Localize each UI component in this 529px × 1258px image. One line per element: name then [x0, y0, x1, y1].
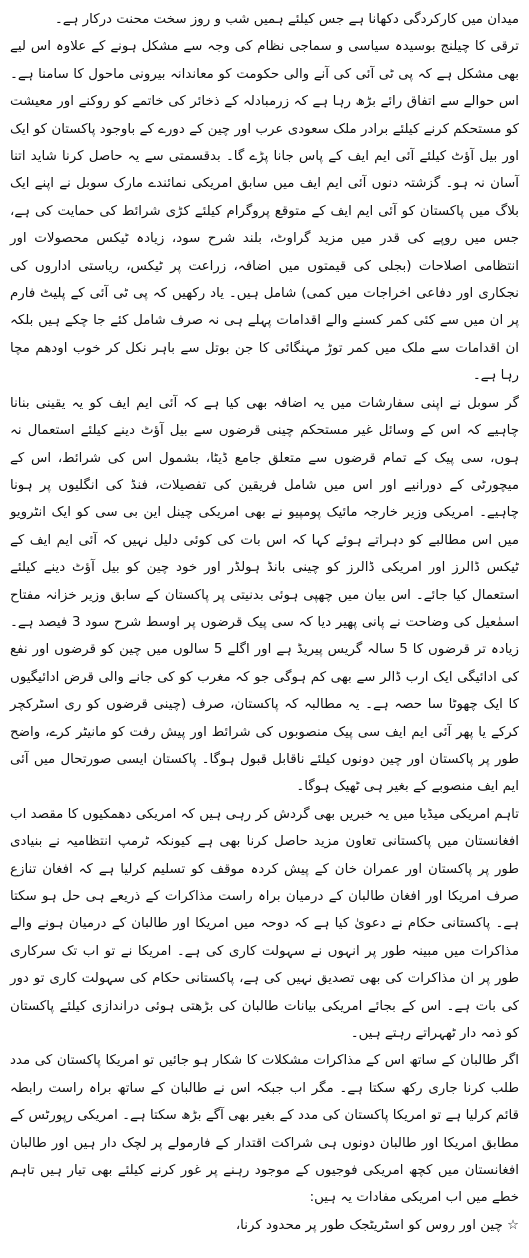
paragraph: اگر طالبان کے ساتھ اس کے مذاکرات مشکلات کا شکار ہو جائیں تو امریکا پاکستان کی مدد طلب کرنا جاری رکھ سکتا ہے۔ مگر اب جبکہ اس نے طالبان کے ساتھ براہ راست رابطہ قائم کرلیا ہے تو امریکا پاکستان کی مدد کے بغیر بھی آگے بڑھ سکتا ہے۔ امریکی رپورٹس کے مطابق امریکا اور طالبان دونوں ہی شراکت اقتدار کے فارمولے پر لچک دار ہیں اور طالبان افغانستان میں کچھ امریکی فوجیوں کے موجود رہنے پر غور کرنے کیلئے بھی تیار ہیں تاہم خطے میں اب امریکی مفادات یہ ہیں: — [10, 1053, 519, 1206]
paragraph: ترقی کا چیلنج بوسیدہ سیاسی و سماجی نظام کی وجہ سے مشکل ہونے کے علاوہ اس لیے بھی مشکل ہے کہ پی ٹی آئی کی آنے والی حکومت کو معاندانہ بیرونی ماحول کا سامنا ہے۔ اس حوالے سے اتفاق رائے بڑھ رہا ہے کہ زرمبادلہ کے ذخائر کی خاتمے کو روکنے اور معیشت کو مستحکم کرنے کیلئے برادر ملک سعودی عرب اور چین کے دورے کے باوجود پاکستان کو ایک اور بیل آؤٹ کیلئے آئی ایم ایف کے پاس جانا پڑے گا۔ بدقسمتی سے یہ حاصل کرنا شاید اتنا آسان نہ ہو۔ گزشتہ دنوں آئی ایم ایف میں سابق امریکی نمائندے مارک سوبل نے اپنے ایک بلاگ میں پاکستان کو آئی ایم ایف کے متوقع پروگرام کیلئے کڑی شرائط کی حمایت کی ہے، جس میں روپے کی قدر میں مزید گراوٹ، بلند شرح سود، زیادہ ٹیکس محصولات اور انتظامی اصلاحات (بجلی کی قیمتوں میں اضافہ، زراعت پر ٹیکس، ریاستی اداروں کی نجکاری اور دفاعی اخراجات میں کمی) شامل ہیں۔ یاد رکھیں کہ پی ٹی آئی کے پلیٹ فارم پر ان میں سے کئی کمر کسنے والے اقدامات پہلے ہی نہ صرف شامل کئے جا چکے ہیں بلکہ ان اقدامات سے ملک میں کمر توڑ مہنگائی کا جن بوتل سے باہر نکل کر خوب اودھم مچا رہا ہے۔ — [10, 39, 519, 384]
paragraph: گر سوبل نے اپنی سفارشات میں یہ اضافہ بھی کیا ہے کہ آئی ایم ایف کو یہ یقینی بنانا چاہیے کہ اس کے وسائل غیر مستحکم چینی قرضوں سے بیل آؤٹ دینے کیلئے استعمال نہ ہوں، سی پیک کے تمام قرضوں سے متعلق جامع ڈیٹا، بشمول اس کی شرائط، اس کے میچورٹی کے دورانیے اور اس میں شامل فریقین کی تفصیلات، فنڈ کی انگلیوں پر ہونا چاہیے۔ امریکی وزیر خارجہ مائیک پومپیو نے بھی امریکی چینل این بی سی کو ایک انٹرویو میں اس مطالبے کو دہراتے ہوئے کہا کہ اس بات کی کوئی دلیل نہیں کہ آئی ایم ایف کے ٹیکس ڈالرز اور امریکی ڈالرز کو چینی بانڈ ہولڈر اور خود چین کو بیل آؤٹ دینے کیلئے استعمال کیا جائے۔ اس بیان میں چھپی ہوئی بدنیتی پر پاکستان کے سابق وزیر خزانہ مفتاح اسمٰعیل کی وضاحت نے پانی پھیر دیا کہ سی پیک قرضوں پر اوسط شرح سود 3 فیصد ہے۔ زیادہ تر قرضوں کا 5 سالہ گریس پیریڈ ہے اور اگلے 5 سالوں میں چین کو قرضوں اور نفع کی ادائیگی ایک ارب ڈالر سے بھی کم ہوگی جو کہ مغرب کو کی جانے والی قرض ادائیگیوں کا ایک چھوٹا سا حصہ ہے۔ یہ مطالبہ کہ پاکستان، صرف (چینی قرضوں کو ری اسٹرکچر کرکے یا پھر آئی ایم ایف سی پیک منصوبوں کی شرائط اور پیش رفت کو مانیٹر کرے، واضح طور پر پاکستان اور چین دونوں کیلئے ناقابل قبول ہوگا۔ پاکستان ایسی صورتحال میں آئی ایم ایف منصوبے کے بغیر ہی ٹھیک ہوگا۔ — [10, 395, 519, 795]
paragraph: میدان میں کارکردگی دکھانا ہے جس کیلئے ہمیں شب و روز سخت محنت درکار ہے۔ — [54, 12, 519, 27]
list-item: ☆ چین اور روس کو اسٹریٹجک طور پر محدود کرنا، — [235, 1217, 519, 1233]
paragraph: تاہم امریکی میڈیا میں یہ خبریں بھی گردش کر رہی ہیں کہ امریکی دھمکیوں کا مقصد اب افغانستان میں پاکستانی تعاون مزید حاصل کرنا بھی ہے کیونکہ ٹرمپ انتظامیہ نے بنیادی طور پر پاکستان اور عمران خان کے پیش کردہ موقف کو تسلیم کرلیا ہے کہ افغان تنازع صرف امریکا اور افغان طالبان کے درمیان براہ راست مذاکرات کے ذریعے ہی حل ہو سکتا ہے۔ پاکستانی حکام نے دعویٰ کیا ہے کہ دوحہ میں امریکا اور طالبان کے درمیان ہونے والے مذاکرات میں مبینہ طور پر انہوں نے سہولت کاری کی ہے۔ امریکا نے تو اب تک سرکاری طور پر ان مذاکرات کی بھی تصدیق نہیں کی ہے، پاکستانی حکام کی سہولت کاری تو دور کی بات ہے۔ اس کے بجائے امریکی بیانات طالبان کی بڑھتی ہوئی دراندازی کیلئے پاکستان کو ذمہ دار ٹھہراتے رہتے ہیں۔ — [10, 806, 519, 1042]
